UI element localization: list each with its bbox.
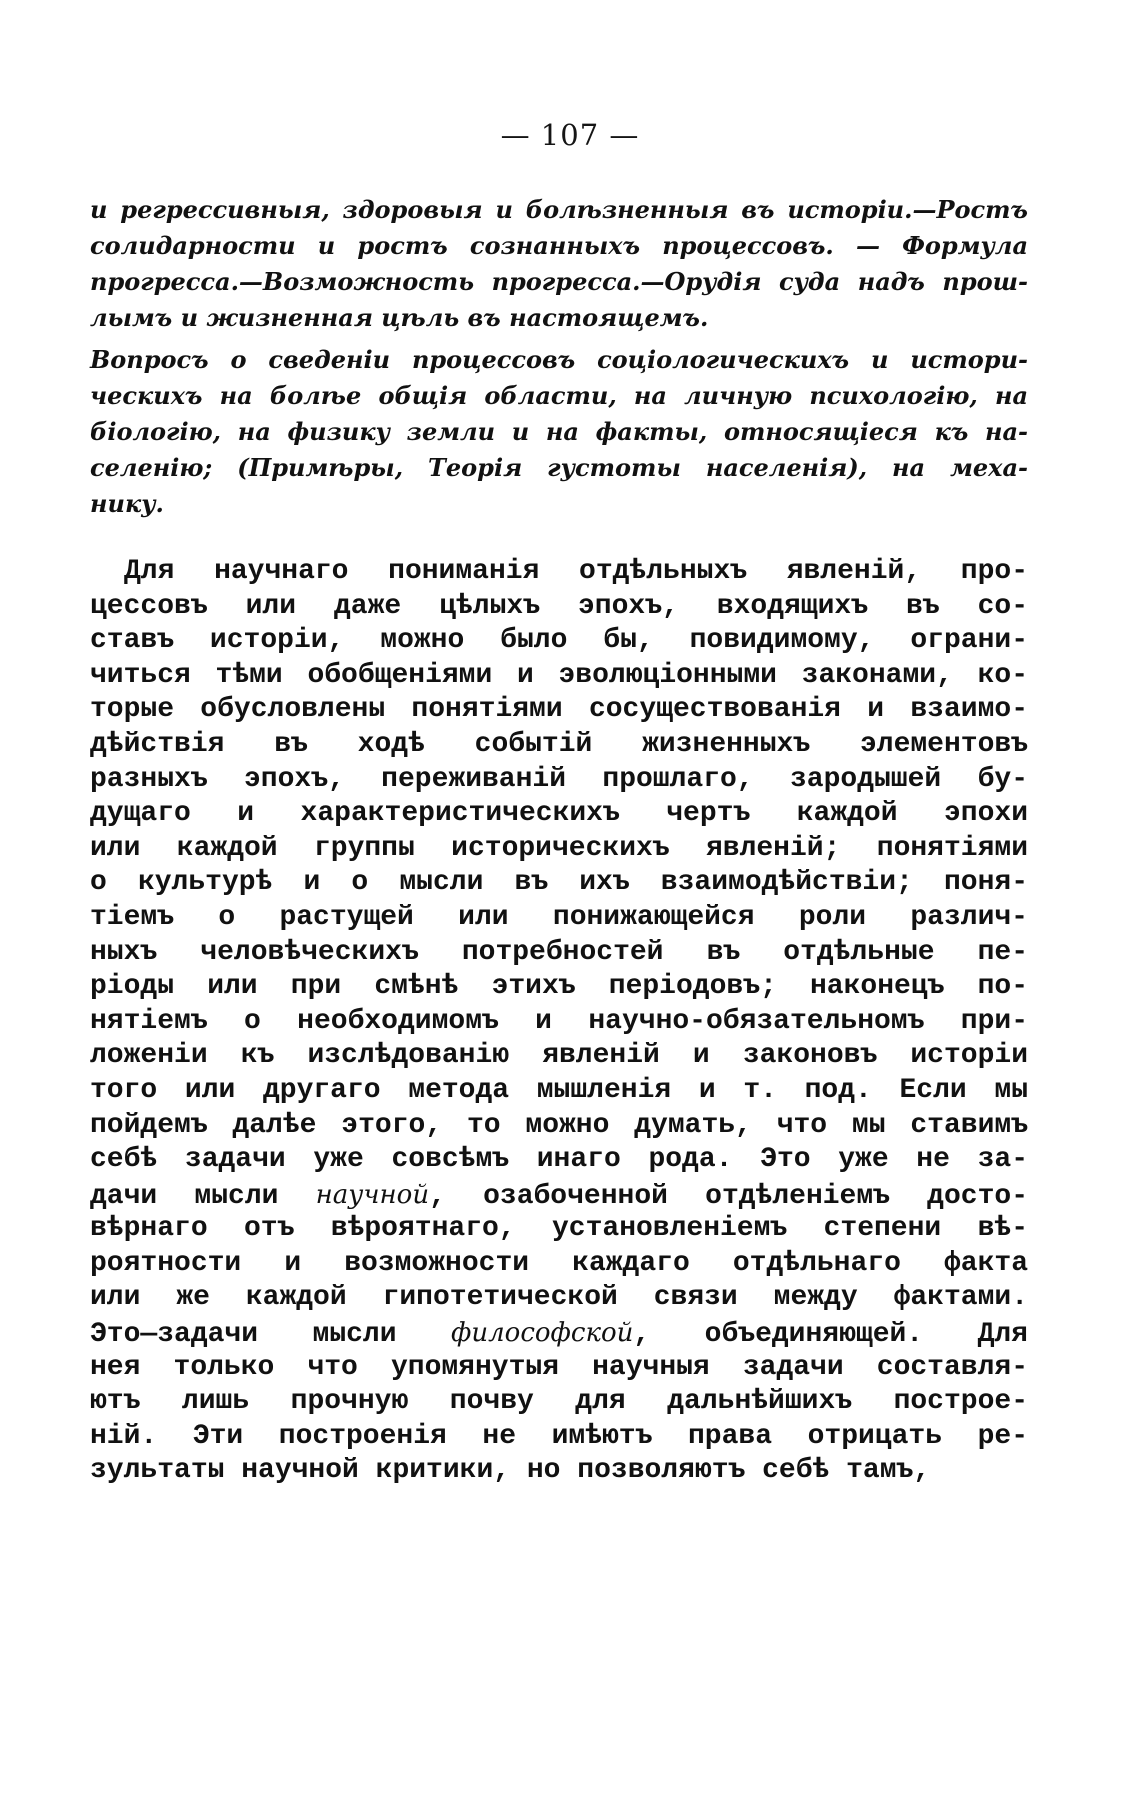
body-line: Для научнаго пониманія отдѣльныхъ явленій, про- xyxy=(124,556,1028,587)
summary-line: біологію, на физику земли и на факты, относящіеся къ на- xyxy=(90,417,1028,446)
body-line: дущаго и характеристическихъ чертъ каждой эпохи xyxy=(90,798,1028,830)
summary-line: селенію; (Примѣры, Теорія густоты населенія), на меха- xyxy=(90,453,1028,482)
body-line: того или другаго метода мышленія и т. под. Если мы xyxy=(90,1074,1028,1106)
body-line: ютъ лишь прочную почву для дальнѣйшихъ построе- xyxy=(90,1386,1028,1418)
chapter-summary xyxy=(90,192,1028,522)
body-line: ній. Эти построенія не имѣютъ права отрицать ре- xyxy=(90,1420,1028,1452)
body-line: ріоды или при смѣнѣ этихъ періодовъ; наконецъ по- xyxy=(90,971,1028,1003)
body-line: тіемъ о растущей или понижающейся роли различ- xyxy=(90,901,1028,933)
summary-line: прогресса.—Возможность прогресса.—Орудія суда надъ прош- xyxy=(90,267,1028,296)
body-line: дѣйствія въ ходѣ событій жизненныхъ элементовъ xyxy=(90,728,1028,760)
summary-line: ческихъ на болѣе общія области, на личную психологію, на xyxy=(90,381,1028,410)
summary-line: нику. xyxy=(90,489,164,518)
summary-line: солидарности и ростъ сознанныхъ процессовъ. — Формула xyxy=(90,231,1028,260)
body-line xyxy=(90,1178,1028,1213)
summary-line: и регрессивныя, здоровыя и болѣзненныя въ исторіи.—Ростъ xyxy=(90,195,1028,224)
body-line: читься тѣми обобщеніями и эволюціонными законами, ко- xyxy=(90,659,1028,691)
body-line: или же каждой гипотетической связи между фактами. xyxy=(90,1282,1028,1314)
body-line: ложеніи къ изслѣдованію явленій и законовъ исторіи xyxy=(90,1040,1028,1072)
body-line: ныхъ человѣческихъ потребностей въ отдѣльные пе- xyxy=(90,936,1028,968)
body-line: себѣ задачи уже совсѣмъ инаго рода. Это уже не за- xyxy=(90,1144,1028,1176)
body-line xyxy=(90,1316,1028,1351)
body-segment: , озабоченной отдѣленіемъ досто- xyxy=(429,1180,1028,1212)
emphasis-scientific: научной xyxy=(315,1179,430,1210)
body-line: роятности и возможности каждаго отдѣльнаго факта xyxy=(90,1247,1028,1279)
body-segment: дачи мысли xyxy=(90,1180,279,1212)
page-number: — 107 — xyxy=(500,118,640,152)
body-segment: Это—задачи мысли xyxy=(90,1319,397,1351)
body-line: вѣрнаго отъ вѣроятнаго, установленіемъ степени вѣ- xyxy=(90,1213,1028,1245)
body-paragraph xyxy=(90,555,1028,1489)
body-line: торые обусловлены понятіями сосуществованія и взаимо- xyxy=(90,694,1028,726)
body-line: нея только что упомянутыя научныя задачи составля- xyxy=(90,1351,1028,1383)
body-line: о культурѣ и о мысли въ ихъ взаимодѣйствіи; поня- xyxy=(90,867,1028,899)
body-line: зультаты научной критики, но позволяютъ себѣ тамъ, xyxy=(90,1455,931,1487)
summary-line: Вопросъ о сведеніи процессовъ соціологическихъ и истори- xyxy=(90,345,1028,374)
body-line: пойдемъ далѣе этого, то можно думать, что мы ставимъ xyxy=(90,1109,1028,1141)
body-line: цессовъ или даже цѣлыхъ эпохъ, входящихъ въ со- xyxy=(90,590,1028,622)
body-segment: , объединяющей. Для xyxy=(633,1319,1028,1351)
body-line: разныхъ эпохъ, переживаній прошлаго, зародышей бу- xyxy=(90,763,1028,795)
body-line: ставъ исторіи, можно было бы, повидимому, ограни- xyxy=(90,625,1028,657)
summary-line: лымъ и жизненная цѣль въ настоящемъ. xyxy=(90,303,709,332)
body-line: нятіемъ о необходимомъ и научно-обязательномъ при- xyxy=(90,1005,1028,1037)
emphasis-philosophical: философской xyxy=(451,1318,634,1349)
body-line: или каждой группы историческихъ явленій; понятіями xyxy=(90,832,1028,864)
